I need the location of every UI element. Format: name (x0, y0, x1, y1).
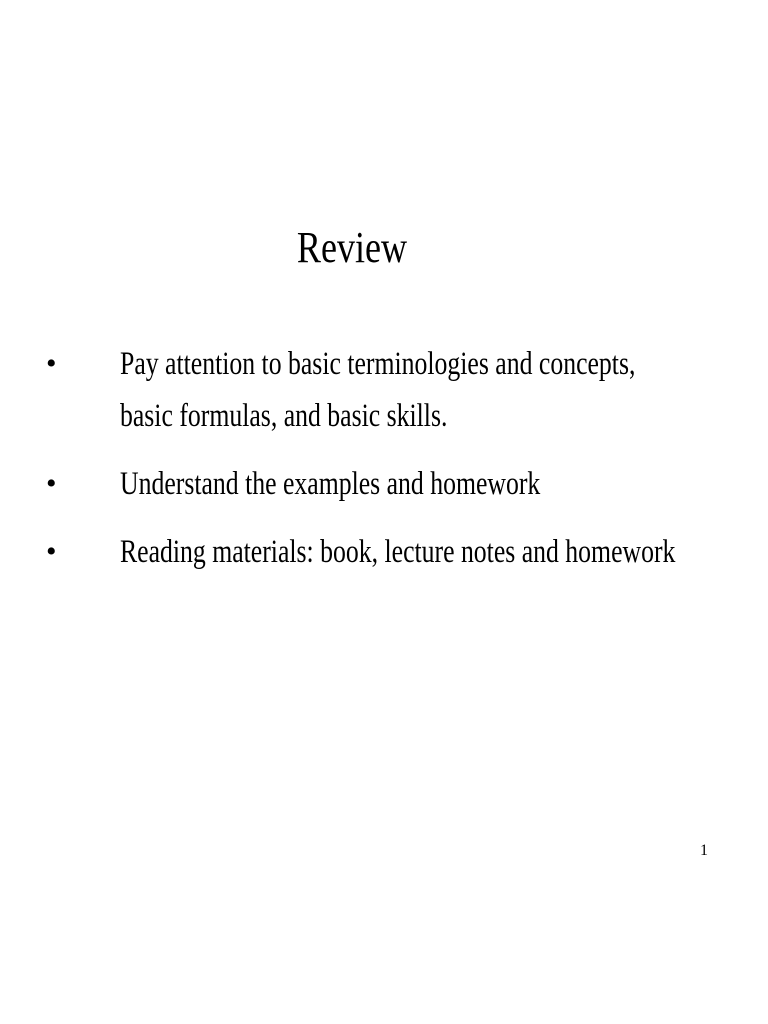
bullet-text-line: basic formulas, and basic skills. (120, 398, 448, 434)
bullet-item (0, 338, 768, 442)
page-number: 1 (700, 842, 708, 859)
bullet-item (0, 526, 768, 578)
bullet-text-line: Understand the examples and homework (120, 466, 541, 502)
bullet-icon: • (46, 467, 57, 500)
slide-title: Review (296, 223, 408, 272)
bullet-icon: • (46, 347, 57, 380)
bullet-text-line: Reading materials: book, lecture notes and homework (120, 534, 676, 570)
bullet-text-line: Pay attention to basic terminologies and concepts, (120, 346, 636, 382)
bullet-list (0, 338, 768, 594)
bullet-item (0, 458, 768, 510)
bullet-icon: • (46, 535, 57, 568)
